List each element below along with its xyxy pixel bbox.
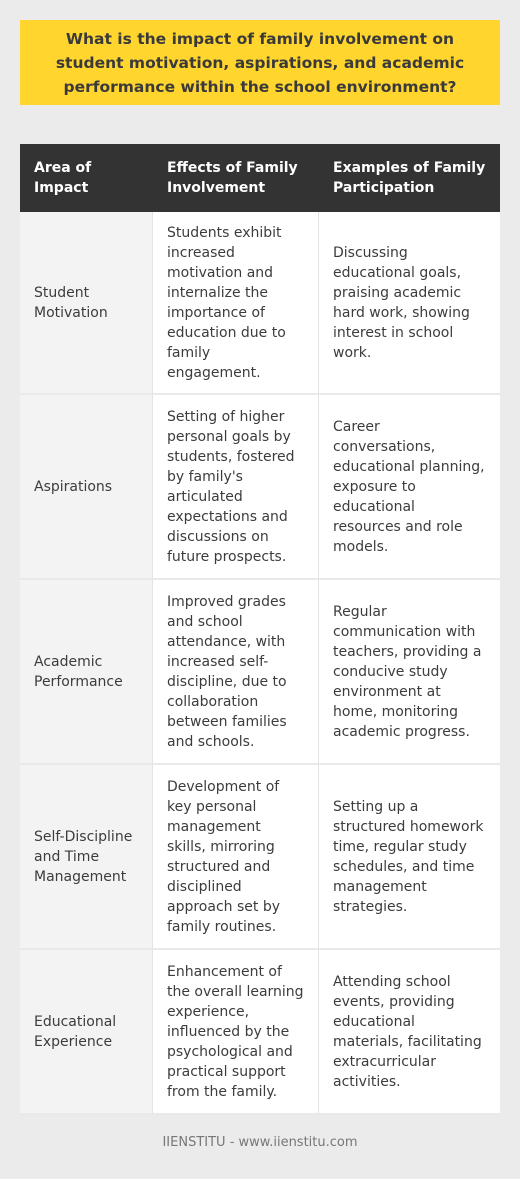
effects-cell: Setting of higher personal goals by students, fostered by family's articulated expectations and discussions on future prospects. [153,395,319,580]
effects-cell: Enhancement of the overall learning experience, influenced by the psychological and practical support from the family. [153,950,319,1115]
table-row [20,395,500,580]
impact-table [20,144,500,1115]
examples-cell: Discussing educational goals, praising academic hard work, showing interest in school work. [319,212,500,395]
examples-cell: Career conversations, educational planning, exposure to educational resources and role models. [319,395,500,580]
table-row [20,950,500,1115]
examples-cell: Attending school events, providing educational materials, facilitating extracurricular activities. [319,950,500,1115]
table-header-row [20,144,500,212]
header-area-of-impact: Area of Impact [20,144,153,212]
area-cell: Self-Discipline and Time Management [20,765,153,950]
examples-cell: Setting up a structured homework time, regular study schedules, and time management strategies. [319,765,500,950]
effects-cell: Development of key personal management skills, mirroring structured and disciplined approach set by family routines. [153,765,319,950]
header-examples: Examples of Family Participation [319,144,500,212]
table-row [20,212,500,395]
area-cell: Student Motivation [20,212,153,395]
page-title: What is the impact of family involvement on student motivation, aspirations, and academic performance within the school environment? [55,29,465,96]
title-banner [20,20,500,105]
area-cell: Educational Experience [20,950,153,1115]
effects-cell: Students exhibit increased motivation and internalize the importance of education due to family engagement. [153,212,319,395]
table-row [20,580,500,765]
area-cell: Academic Performance [20,580,153,765]
examples-cell: Regular communication with teachers, providing a conducive study environment at home, monitoring academic progress. [319,580,500,765]
footer-credit: IIENSTITU - www.iienstitu.com [162,1135,358,1150]
effects-cell: Improved grades and school attendance, with increased self-discipline, due to collaboration between families and schools. [153,580,319,765]
area-cell: Aspirations [20,395,153,580]
header-effects: Effects of Family Involvement [153,144,319,212]
table-row [20,765,500,950]
